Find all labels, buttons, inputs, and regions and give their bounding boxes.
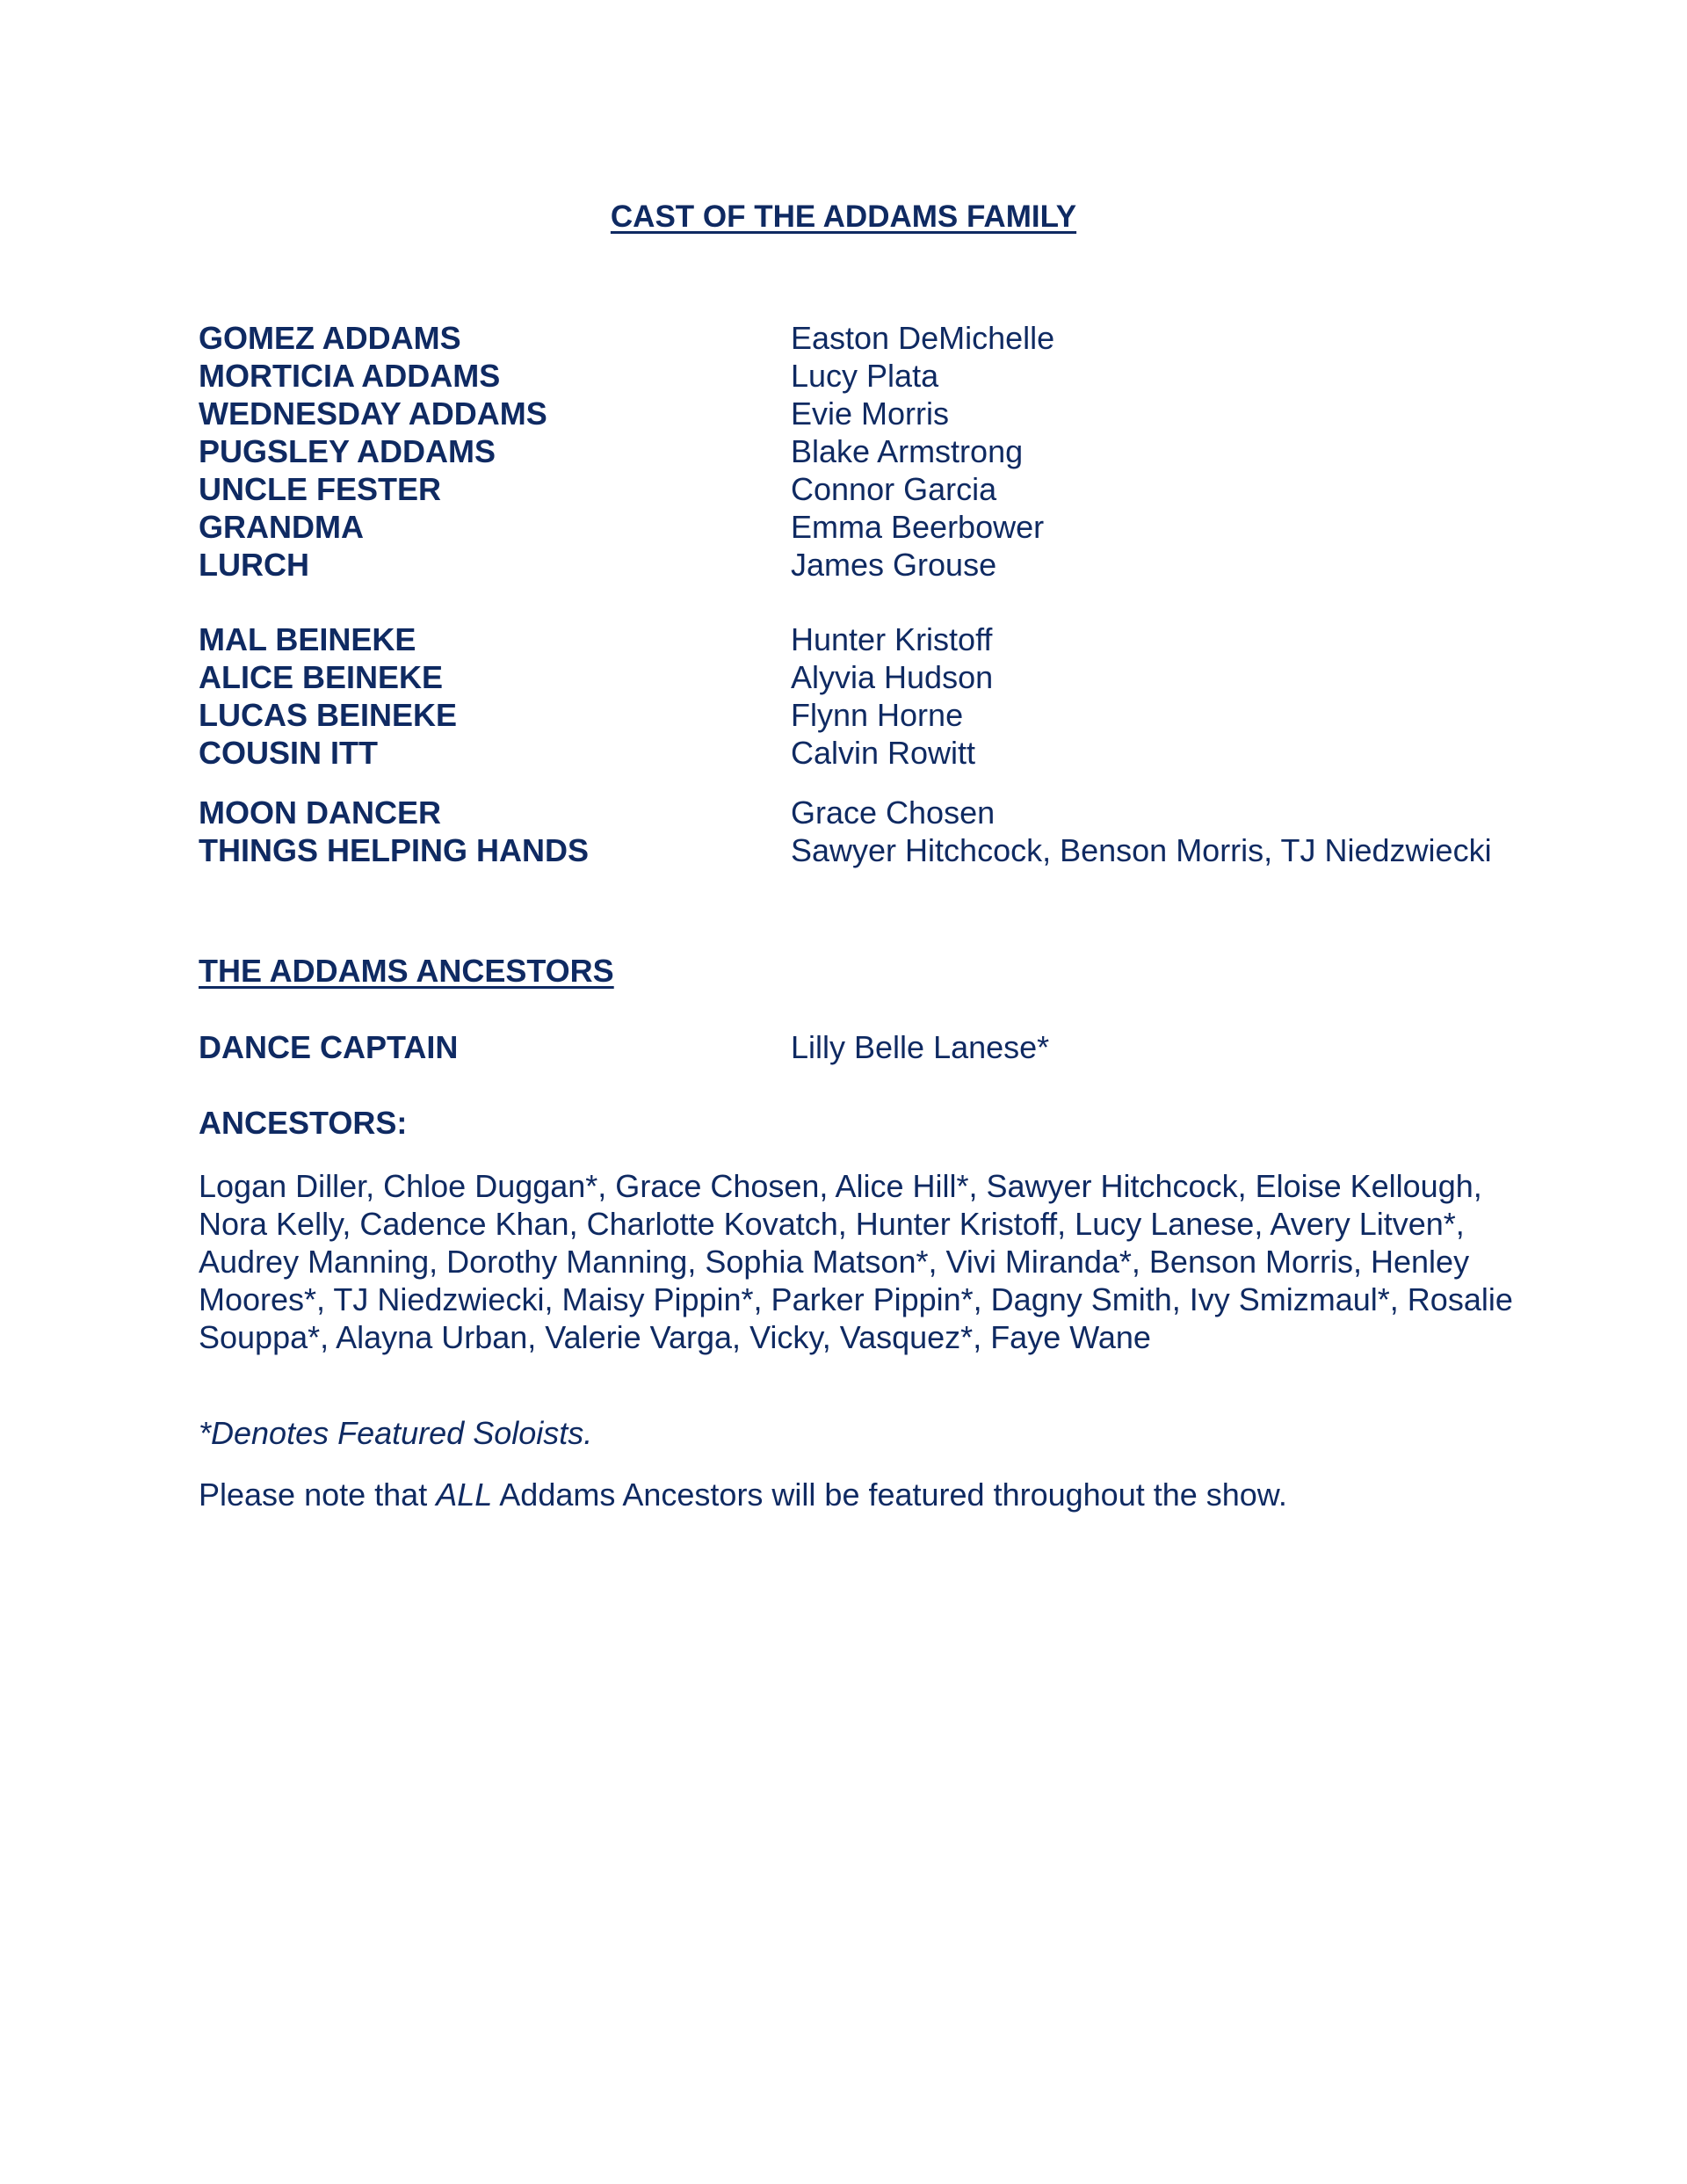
role-name: GOMEZ ADDAMS [199,320,461,356]
actor-name: Easton DeMichelle [791,320,1055,356]
role-name: WEDNESDAY ADDAMS [199,395,547,432]
actor-name: Lilly Belle Lanese* [791,1029,1050,1065]
actor-name: Hunter Kristoff [791,621,993,657]
role-name: DANCE CAPTAIN [199,1029,459,1065]
soloists-footnote: *Denotes Featured Soloists. [199,1415,593,1451]
ancestors-heading: THE ADDAMS ANCESTORS [199,953,614,989]
actor-name: Blake Armstrong [791,433,1024,469]
cast-row [199,831,1569,869]
cast-row [199,432,1569,470]
featured-note [199,1476,1287,1513]
actor-name: Flynn Horne [791,697,964,733]
role-name: ALICE BEINEKE [199,659,444,695]
ancestors-list: Logan Diller, Chloe Duggan*, Grace Chosen, Alice Hill*, Sawyer Hitchcock, Eloise Kellough, Nora Kelly, Cadence Khan, Charlotte Kovatch, Hunter Kristoff, Lucy Lanese, Avery Litven*, Audrey Manning, Dorothy Manning, Sophia Matson*, Vivi Miranda*, Benson Morris, Henley Moores*, TJ Niedzwiecki, Maisy Pippin*, Parker Pippin*, Dagny Smith, Ivy Smizmaul*, Rosalie Souppa*, Alayna Urban, Valerie Varga, Vicky, Vasquez*, Faye Wane [199,1168,1513,1355]
role-name: MOON DANCER [199,795,441,831]
actor-name: Alyvia Hudson [791,659,994,695]
note-text-end: Addams Ancestors will be featured throughout the show. [492,1477,1287,1513]
cast-row [199,1028,1569,1066]
role-name: MORTICIA ADDAMS [199,358,501,394]
cast-row [199,357,1569,395]
actor-name: Grace Chosen [791,795,996,831]
cast-row [199,620,1569,658]
cast-group-beineke [199,620,1569,772]
role-name: PUGSLEY ADDAMS [199,433,496,469]
actor-name: James Grouse [791,547,997,583]
dance-captain-row [199,1028,1569,1066]
actor-name: Connor Garcia [791,471,997,507]
cast-list [199,319,1569,869]
cast-row [199,794,1569,831]
role-name: MAL BEINEKE [199,621,416,657]
cast-row [199,395,1569,432]
page-title: CAST OF THE ADDAMS FAMILY [610,200,1077,234]
actor-name: Emma Beerbower [791,509,1045,545]
role-name: GRANDMA [199,509,364,545]
cast-row [199,734,1569,772]
cast-group-family [199,319,1569,584]
role-name: THINGS HELPING HANDS [199,832,590,868]
cast-row [199,658,1569,696]
actor-name: Lucy Plata [791,358,939,394]
note-emphasis: ALL [436,1477,493,1513]
role-name: LUCAS BEINEKE [199,697,458,733]
role-name: COUSIN ITT [199,735,378,771]
ancestors-label: ANCESTORS: [199,1105,408,1141]
actor-name: Calvin Rowitt [791,735,976,771]
actor-name: Sawyer Hitchcock, Benson Morris, TJ Niedzwiecki [791,832,1492,868]
role-name: LURCH [199,547,309,583]
cast-row [199,470,1569,508]
note-text-start: Please note that [199,1477,437,1513]
actor-name: Evie Morris [791,395,950,432]
cast-row [199,508,1569,546]
cast-row [199,546,1569,584]
role-name: UNCLE FESTER [199,471,442,507]
cast-row [199,696,1569,734]
cast-row [199,319,1569,357]
cast-group-other [199,794,1569,869]
